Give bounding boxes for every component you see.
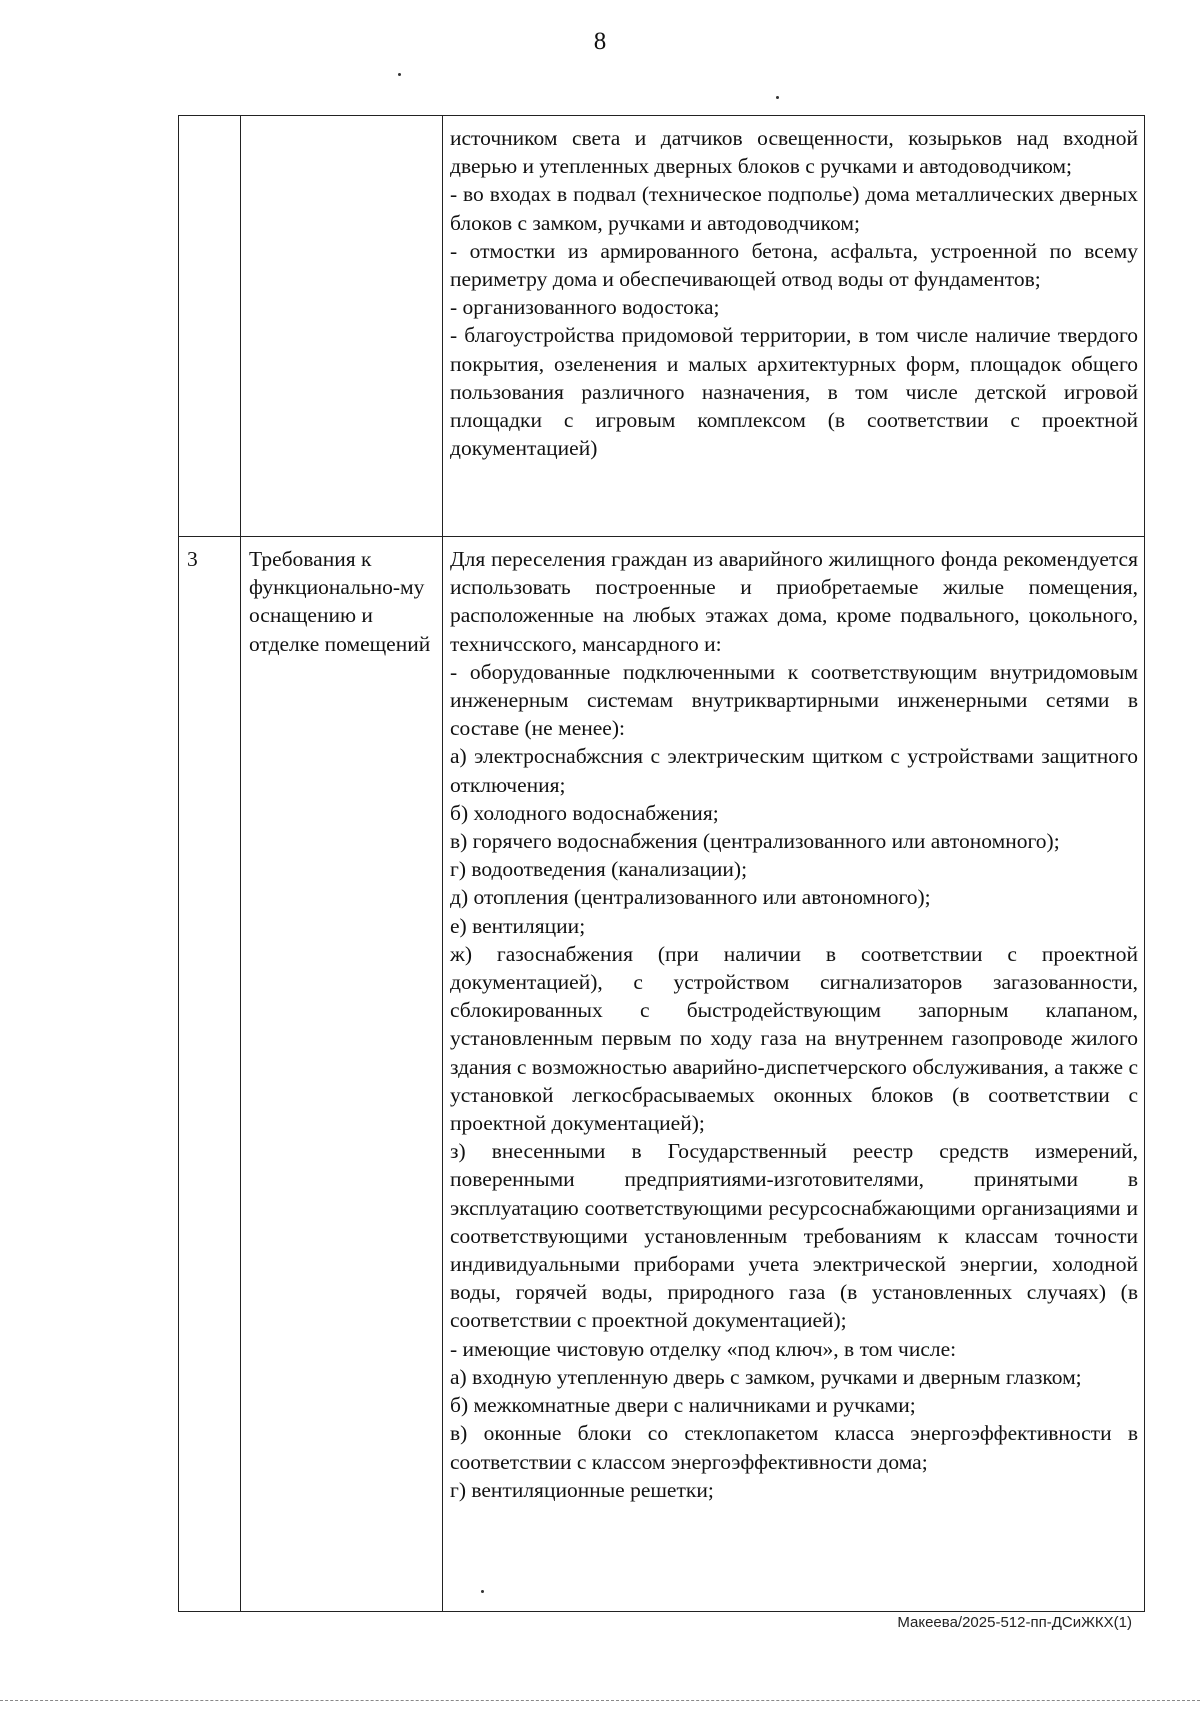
requirements-table	[178, 115, 1145, 1612]
paragraph: - отмостки из армированного бетона, асфальта, устроенной по всему периметру дома и обеспечивающей отвод воды от фундаментов;	[450, 238, 1138, 292]
row-content-cell	[443, 537, 1145, 1612]
paragraph: - благоустройства придомовой территории, в том числе наличие твердого покрытия, озеленения и малых архитектурных форм, площадок общего пользования различного назначения, в том числе детской игровой площадки с игровым комплексом (в соответствии с проектной документацией)	[450, 323, 1138, 461]
row-content-cell	[443, 116, 1145, 537]
scan-speck	[481, 1590, 484, 1593]
row-title-cell: Требования к функционально-му оснащению и отделке помещений	[241, 537, 443, 1612]
paragraph: ж) газоснабжения (при наличии в соответствии с проектной документацией), с устройством сигнализаторов загазованности, сблокированных с быстродействующим запорным клапаном, установленным первым по ходу газа на внутреннем газопроводе жилого здания с возможностью аварийно-диспетчерского обслуживания, а также с установкой легкосбрасываемых оконных блоков (в соответствии с проектной документацией);	[450, 941, 1138, 1136]
row-title-cell	[241, 116, 443, 537]
paragraph: г) вентиляционные решетки;	[450, 1477, 714, 1502]
paragraph: - во входах в подвал (техническое подполье) дома металлических дверных блоков с замком, ручками и автодоводчиком;	[450, 182, 1138, 235]
paragraph: е) вентиляции;	[450, 913, 586, 938]
scan-speck	[398, 73, 401, 76]
scan-speck	[776, 96, 779, 99]
page-number: 8	[593, 28, 607, 55]
row-number-cell: 3	[179, 537, 241, 1612]
paragraph: в) оконные блоки со стеклопакетом класса энергоэффективности в соответствии с классом энергоэффективности дома;	[450, 1421, 1138, 1474]
paragraph: источником света и датчиков освещенности, козырьков над входной дверью и утепленных дверных блоков с ручками и автодоводчиком;	[450, 126, 1138, 179]
table-row	[179, 537, 1145, 1612]
paragraph: б) межкомнатные двери с наличниками и ручками;	[450, 1393, 916, 1418]
table-row	[179, 116, 1145, 537]
paragraph: Для переселения граждан из аварийного жилищного фонда рекомендуется использовать построенные и приобретаемые жилые помещения, расположенные на любых этажах дома, кроме подвального, цокольного, техничсского, мансардного и:	[450, 547, 1138, 656]
paragraph: - организованного водостока;	[450, 295, 720, 320]
row-number-cell	[179, 116, 241, 537]
paragraph: - оборудованные подключенными к соответствующим внутридомовым инженерным системам внутриквартирными инженерными сетями в составе (не менее):	[450, 659, 1138, 741]
paragraph: з) внесенными в Государственный реестр средств измерений, поверенными предприятиями-изготовителями, принятыми в эксплуатацию соответствующими ресурсоснабжающими организациями и соответствующими установленным требованиям к классам точности индивидуальными приборами учета электрической энергии, холодной воды, горячей воды, природного газа (в установленных случаях) (в соответствии с проектной документацией);	[450, 1139, 1138, 1333]
paragraph: б) холодного водоснабжения;	[450, 800, 719, 825]
paragraph: а) электроснабжсния с электрическим щитком с устройствами защитного отключения;	[450, 744, 1138, 797]
paragraph: в) горячего водоснабжения (централизованного или автономного);	[450, 829, 1060, 854]
paragraph: - имеющие чистовую отделку «под ключ», в том числе:	[450, 1336, 957, 1361]
paragraph: а) входную утепленную дверь с замком, ручками и дверным глазком;	[450, 1364, 1082, 1389]
paragraph: д) отопления (централизованного или автономного);	[450, 885, 931, 910]
document-id-footer: Макеева/2025-512-пп-ДСиЖКХ(1)	[897, 1614, 1132, 1631]
paragraph: г) водоотведения (канализации);	[450, 857, 748, 882]
scan-edge-divider	[0, 1700, 1200, 1703]
